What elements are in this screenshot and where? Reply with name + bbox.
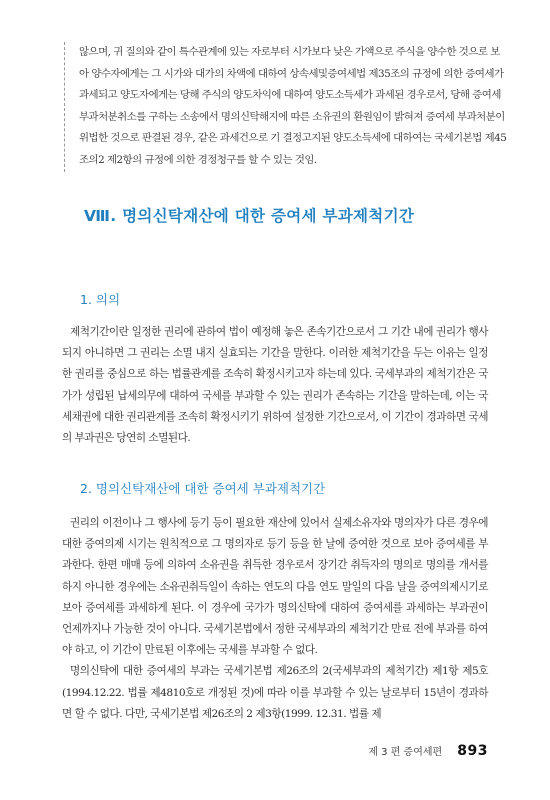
section-1-body (62, 322, 488, 449)
section-2-body (62, 513, 488, 725)
section-2-paragraph-1: 권리의 이전이나 그 행사에 등기 등이 필요한 재산에 있어서 실제소유자와 명의자가 다른 경우에 대한 증여의제 시기는 원칙적으로 그 명의자로 등기 등을 한 날에 증여한 것으로 보아 증여세를 부과한다. 한편 매매 등에 의하여 소유권을 취득한 경우로서 장기간 취득자의 명의로 명의를 개서를 하지 아니한 경우에는 소유권취득일이 속하는 연도의 다음 연도 말일의 다음 날을 증여의제시기로 보아 증여세를 과세하게 된다. 이 경우에 국가가 명의신탁에 대하여 증여세를 과세하는 부과권이 언제까지나 가능한 것이 아니다. 국세기본법에서 정한 국세부과의 제척기간 만료 전에 부과를 하여야 하고, 이 기간이 만료된 이후에는 국세를 부과할 수 없다. (62, 517, 488, 657)
section-heading-1: 1. 의의 (80, 292, 121, 307)
chapter-heading: Ⅷ. 명의신탁재산에 대한 증여세 부과제척기간 (84, 207, 415, 225)
section-1-paragraph: 제척기간이란 일정한 권리에 관하여 법이 예정해 놓은 존속기간으로서 그 기간 내에 권리가 행사되지 아니하면 그 권리는 소멸 내지 실효되는 기간을 말한다. 이러한 제척기간을 두는 이유는 일정한 권리를 중심으로 하는 법률관계를 조속히 확정시키고자 하는데 있다. 국세부과의 제척기간은 국가가 성립된 납세의무에 대하여 국세를 부과할 수 있는 권리가 존속하는 기간을 말하는데, 이는 국세채권에 대한 권리관계를 조속히 확정시키기 위하여 설정한 기간으로서, 이 기간이 경과하면 국세의 부과권은 당연히 소멸된다. (62, 326, 488, 445)
page-number: 893 (457, 743, 488, 759)
footer-part-label: 제 3 편 증여세편 (368, 747, 443, 758)
section-heading-2: 2. 명의신탁재산에 대한 증여세 부과제척기간 (80, 481, 326, 496)
quoted-ruling-text: 않으며, 귀 질의와 같이 특수관계에 있는 자로부터 시가보다 낮은 가액으로 주식을 양수한 것으로 보아 양수자에게는 그 시가와 대가의 차액에 대하여 상속세및증여세법 제35조의 규정에 의한 증여세가 과세되고 양도자에게는 당해 주식의 양도차익에 대하여 양도소득세가 과세된 경우로서, 당해 증여세부과처분취소를 구하는 소송에서 명의신탁해지에 따른 소유권의 환원임이 밝혀져 증여세 부과처분이 위법한 것으로 판결된 경우, 같은 과세건으로 기 결정고지된 양도소득세에 대하여는 국세기본법 제45조의2 제2항의 규정에 의한 경정청구를 할 수 있는 것임. (79, 46, 507, 166)
section-2-paragraph-2: 명의신탁에 대한 증여세의 부과는 국세기본법 제26조의 2(국세부과의 제척기간) 제1항 제5호(1994.12.22. 법률 제4810호로 개정된 것)에 따라 이를 부과할 수 있는 날로부터 15년이 경과하면 할 수 없다. 다만, 국세기본법 제26조의 2 제3항(1999. 12.31. 법률 제 (62, 665, 488, 720)
quoted-ruling-block (64, 42, 509, 172)
page-footer (368, 740, 488, 759)
